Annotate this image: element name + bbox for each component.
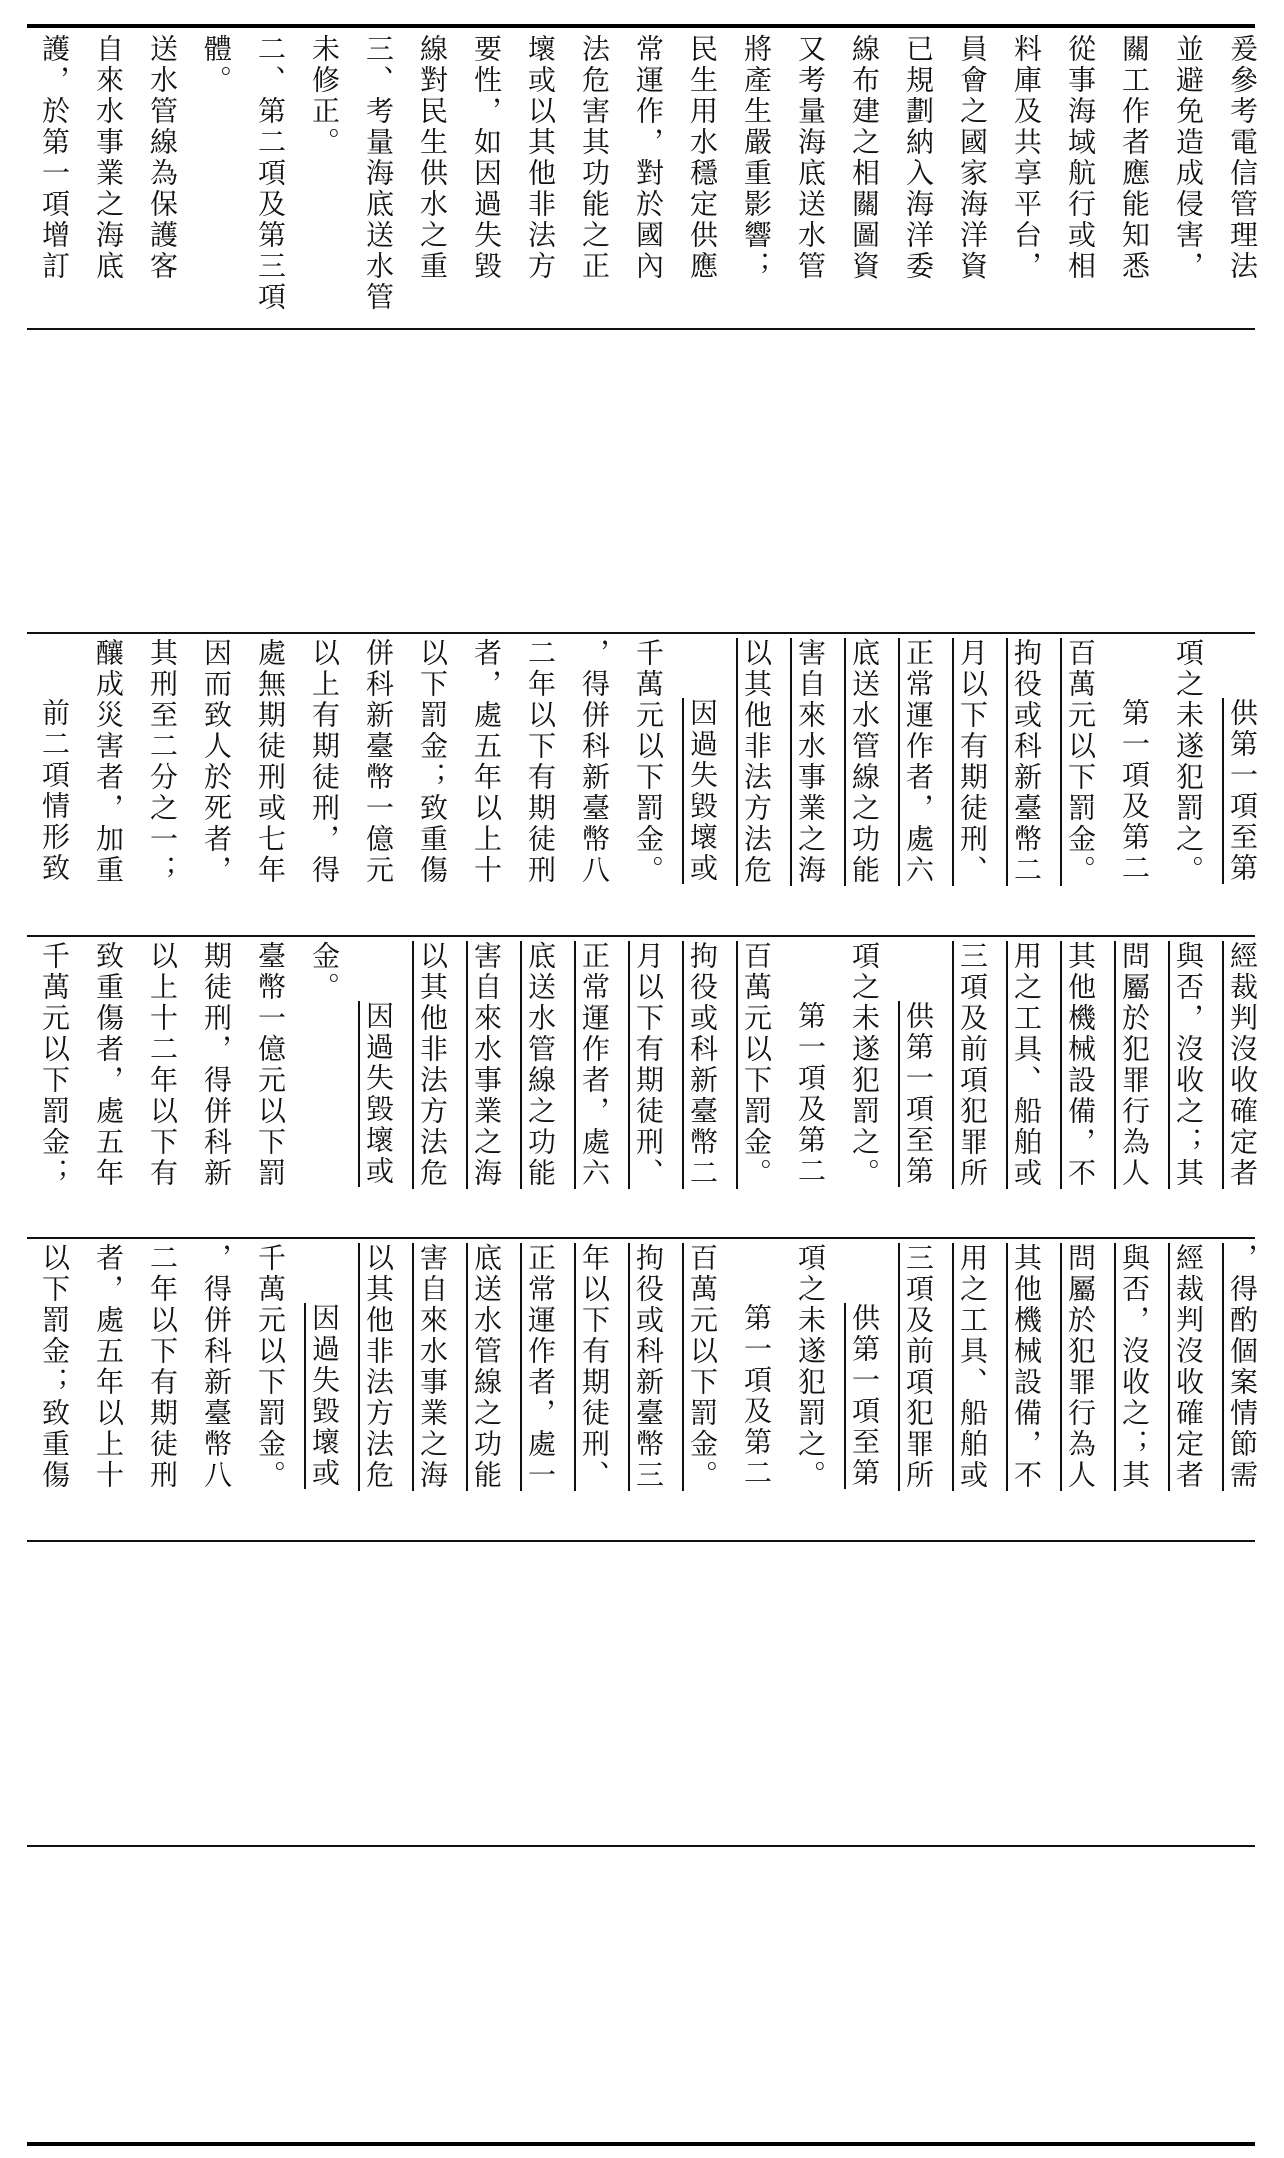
text-column <box>351 34 405 324</box>
band-amended-text <box>27 638 1259 928</box>
text-column <box>81 941 135 1231</box>
text-column <box>405 1243 459 1533</box>
text-line: 將產生嚴重影響； <box>740 34 773 282</box>
text-line: ，得併科新臺幣八 <box>200 1243 233 1491</box>
text-column <box>891 34 945 324</box>
text-line: 底送水管線之功能 <box>848 638 881 886</box>
text-line: 以上有期徒刑，得 <box>308 638 341 886</box>
text-column <box>1107 1243 1161 1533</box>
text-column <box>621 941 675 1231</box>
text-line: 項之未遂犯罰之。 <box>1172 638 1205 886</box>
text-column <box>81 34 135 324</box>
text-line: 害自來水事業之海 <box>416 1243 449 1491</box>
text-column <box>243 638 297 928</box>
text-column <box>513 638 567 928</box>
band-proposed-text <box>27 1243 1259 1533</box>
text-column <box>135 1243 189 1533</box>
text-line: 三項及前項犯罪所 <box>902 1243 935 1491</box>
text-line: 前二項情形致 <box>38 698 71 884</box>
text-line: 月以下有期徒刑、 <box>956 638 989 886</box>
text-line: 處無期徒刑或七年 <box>254 638 287 886</box>
text-line: 拘役或科新臺幣三 <box>632 1243 665 1491</box>
text-line: 以其他非法方法危 <box>362 1243 395 1491</box>
text-column <box>567 941 621 1231</box>
text-line: 項之未遂犯罰之。 <box>848 941 881 1189</box>
text-column <box>783 1243 837 1533</box>
text-column <box>27 638 81 928</box>
text-line: 送水管線為保護客 <box>146 34 179 282</box>
text-column <box>135 941 189 1231</box>
text-column <box>27 34 81 324</box>
text-column <box>783 34 837 324</box>
band-current-text <box>27 941 1259 1231</box>
text-line: 問屬於犯罪行為人 <box>1118 941 1151 1189</box>
text-line: 從事海域航行或相 <box>1064 34 1097 282</box>
text-line: 第一項及第二 <box>740 1303 773 1489</box>
text-column <box>675 638 729 928</box>
text-column <box>1161 941 1215 1231</box>
text-line: 供第一項至第 <box>848 1303 881 1489</box>
text-line: 其刑至二分之一； <box>146 638 179 886</box>
band-divider <box>27 1845 1255 1847</box>
text-column <box>243 34 297 324</box>
text-column <box>1215 941 1269 1231</box>
text-line: 未修正。 <box>308 34 341 158</box>
text-line: 已規劃納入海洋委 <box>902 34 935 282</box>
text-column <box>81 638 135 928</box>
text-line: 又考量海底送水管 <box>794 34 827 282</box>
text-column <box>891 1243 945 1533</box>
text-line: 關工作者應能知悉 <box>1118 34 1151 282</box>
text-column <box>351 941 405 1231</box>
text-column <box>351 638 405 928</box>
text-line: 法危害其功能之正 <box>578 34 611 282</box>
text-line: ，得併科新臺幣八 <box>578 638 611 886</box>
text-column <box>675 34 729 324</box>
text-line: 以其他非法方法危 <box>416 941 449 1189</box>
text-column <box>1161 1243 1215 1533</box>
text-line: 二、第二項及第三項 <box>254 34 287 313</box>
text-line: 正常運作者，處六 <box>578 941 611 1189</box>
text-line: 致重傷者，處五年 <box>92 941 125 1189</box>
text-column <box>189 638 243 928</box>
text-column <box>621 34 675 324</box>
text-column <box>1053 941 1107 1231</box>
text-column <box>1053 34 1107 324</box>
text-column <box>27 941 81 1231</box>
text-line: 自來水事業之海底 <box>92 34 125 282</box>
text-line: 用之工具、船舶或 <box>956 1243 989 1491</box>
text-column <box>891 941 945 1231</box>
text-column <box>729 1243 783 1533</box>
text-line: 料庫及共享平台， <box>1010 34 1043 282</box>
text-line: 常運作，對於國內 <box>632 34 665 282</box>
text-line: 併科新臺幣一億元 <box>362 638 395 886</box>
text-column <box>783 941 837 1231</box>
text-column <box>999 638 1053 928</box>
text-line: 體。 <box>200 34 233 96</box>
text-line: 正常運作者，處一 <box>524 1243 557 1491</box>
text-line: 千萬元以下罰金。 <box>632 638 665 886</box>
text-line: 者，處五年以上十 <box>470 638 503 886</box>
text-line: 年以下有期徒刑、 <box>578 1243 611 1491</box>
text-line: 臺幣一億元以下罰 <box>254 941 287 1189</box>
text-column <box>999 1243 1053 1533</box>
text-column <box>1053 638 1107 928</box>
text-column <box>405 34 459 324</box>
text-line: 問屬於犯罪行為人 <box>1064 1243 1097 1491</box>
band-divider <box>27 1540 1255 1542</box>
text-line: 三項及前項犯罪所 <box>956 941 989 1189</box>
text-column <box>297 34 351 324</box>
text-column <box>1215 638 1269 928</box>
text-line: ，得酌個案情節需 <box>1226 1243 1259 1491</box>
text-line: 正常運作者，處六 <box>902 638 935 886</box>
text-column <box>999 34 1053 324</box>
text-line: 要性，如因過失毀 <box>470 34 503 282</box>
text-column <box>297 1243 351 1533</box>
text-line: 拘役或科新臺幣二 <box>686 941 719 1189</box>
text-line: 以下罰金；致重傷 <box>38 1243 71 1491</box>
text-line: 拘役或科新臺幣二 <box>1010 638 1043 886</box>
band-divider <box>27 1237 1255 1239</box>
text-line: 供第一項至第 <box>1226 698 1259 884</box>
text-column <box>513 1243 567 1533</box>
text-line: 月以下有期徒刑、 <box>632 941 665 1189</box>
text-column <box>837 1243 891 1533</box>
text-column <box>567 34 621 324</box>
text-column <box>513 34 567 324</box>
text-line: 第一項及第二 <box>1118 698 1151 884</box>
text-line: 害自來水事業之海 <box>794 638 827 886</box>
text-column <box>945 941 999 1231</box>
text-line: 底送水管線之功能 <box>470 1243 503 1491</box>
text-column <box>567 638 621 928</box>
text-column <box>189 34 243 324</box>
text-column <box>243 941 297 1231</box>
text-column <box>1053 1243 1107 1533</box>
text-line: 以下罰金；致重傷 <box>416 638 449 886</box>
text-column <box>891 638 945 928</box>
text-line: 者，處五年以上十 <box>92 1243 125 1491</box>
text-column <box>729 941 783 1231</box>
text-line: 百萬元以下罰金。 <box>740 941 773 1189</box>
text-column <box>837 941 891 1231</box>
text-column <box>675 941 729 1231</box>
text-column <box>1215 34 1269 324</box>
text-line: 千萬元以下罰金； <box>38 941 71 1189</box>
text-line: 百萬元以下罰金。 <box>686 1243 719 1491</box>
bottom-rule <box>27 2142 1255 2146</box>
text-column <box>27 1243 81 1533</box>
text-line: 與否，沒收之；其 <box>1172 941 1205 1189</box>
band-divider <box>27 328 1255 330</box>
text-column <box>837 34 891 324</box>
text-line: 員會之國家海洋資 <box>956 34 989 282</box>
text-column <box>189 1243 243 1533</box>
text-column <box>783 638 837 928</box>
text-column <box>621 1243 675 1533</box>
text-line: 護，於第一項增訂 <box>38 34 71 282</box>
text-column <box>621 638 675 928</box>
text-column <box>1161 34 1215 324</box>
text-line: 以上十二年以下有 <box>146 941 179 1189</box>
text-column <box>837 638 891 928</box>
text-line: 期徒刑，得併科新 <box>200 941 233 1189</box>
text-column <box>459 1243 513 1533</box>
text-column <box>459 941 513 1231</box>
text-column <box>297 941 351 1231</box>
top-rule <box>27 24 1255 28</box>
text-column <box>405 638 459 928</box>
text-line: 金。 <box>308 941 341 1003</box>
text-column <box>729 34 783 324</box>
text-line: 經裁判沒收確定者 <box>1226 941 1259 1189</box>
text-column <box>135 638 189 928</box>
text-column <box>135 34 189 324</box>
text-column <box>243 1243 297 1533</box>
text-column <box>297 638 351 928</box>
text-line: 三、考量海底送水管 <box>362 34 395 313</box>
text-line: 底送水管線之功能 <box>524 941 557 1189</box>
text-line: 因過失毀壞或 <box>308 1303 341 1489</box>
text-line: 因過失毀壞或 <box>362 1001 395 1187</box>
text-column <box>1215 1243 1269 1533</box>
text-column <box>459 34 513 324</box>
text-line: 壞或以其他非法方 <box>524 34 557 282</box>
text-line: 供第一項至第 <box>902 1001 935 1187</box>
text-line: 用之工具、船舶或 <box>1010 941 1043 1189</box>
text-line: 百萬元以下罰金。 <box>1064 638 1097 886</box>
text-line: 害自來水事業之海 <box>470 941 503 1189</box>
text-line: 千萬元以下罰金。 <box>254 1243 287 1491</box>
text-line: 二年以下有期徒刑 <box>146 1243 179 1491</box>
text-column <box>945 638 999 928</box>
text-column <box>459 638 513 928</box>
band-divider <box>27 935 1255 937</box>
text-column <box>351 1243 405 1533</box>
text-column <box>1107 638 1161 928</box>
text-line: 因而致人於死者， <box>200 638 233 886</box>
text-line: 經裁判沒收確定者 <box>1172 1243 1205 1491</box>
text-column <box>81 1243 135 1533</box>
text-column <box>729 638 783 928</box>
text-line: 民生用水穩定供應 <box>686 34 719 282</box>
text-column <box>1107 34 1161 324</box>
text-line: 釀成災害者，加重 <box>92 638 125 886</box>
text-column <box>189 941 243 1231</box>
band-explanation <box>27 34 1259 324</box>
text-line: 其他機械設備，不 <box>1064 941 1097 1189</box>
text-column <box>567 1243 621 1533</box>
text-line: 第一項及第二 <box>794 1001 827 1187</box>
text-line: 項之未遂犯罰之。 <box>794 1243 827 1491</box>
text-line: 與否，沒收之；其 <box>1118 1243 1151 1491</box>
text-line: 並避免造成侵害， <box>1172 34 1205 282</box>
text-column <box>1107 941 1161 1231</box>
text-line: 爰參考電信管理法 <box>1226 34 1259 282</box>
text-line: 因過失毀壞或 <box>686 698 719 884</box>
text-line: 其他機械設備，不 <box>1010 1243 1043 1491</box>
text-column <box>999 941 1053 1231</box>
band-divider <box>27 632 1255 634</box>
text-column <box>675 1243 729 1533</box>
text-column <box>945 34 999 324</box>
text-line: 二年以下有期徒刑 <box>524 638 557 886</box>
text-column <box>405 941 459 1231</box>
text-line: 以其他非法方法危 <box>740 638 773 886</box>
text-column <box>945 1243 999 1533</box>
text-line: 線對民生供水之重 <box>416 34 449 282</box>
text-column <box>1161 638 1215 928</box>
text-column <box>513 941 567 1231</box>
text-line: 線布建之相關圖資 <box>848 34 881 282</box>
